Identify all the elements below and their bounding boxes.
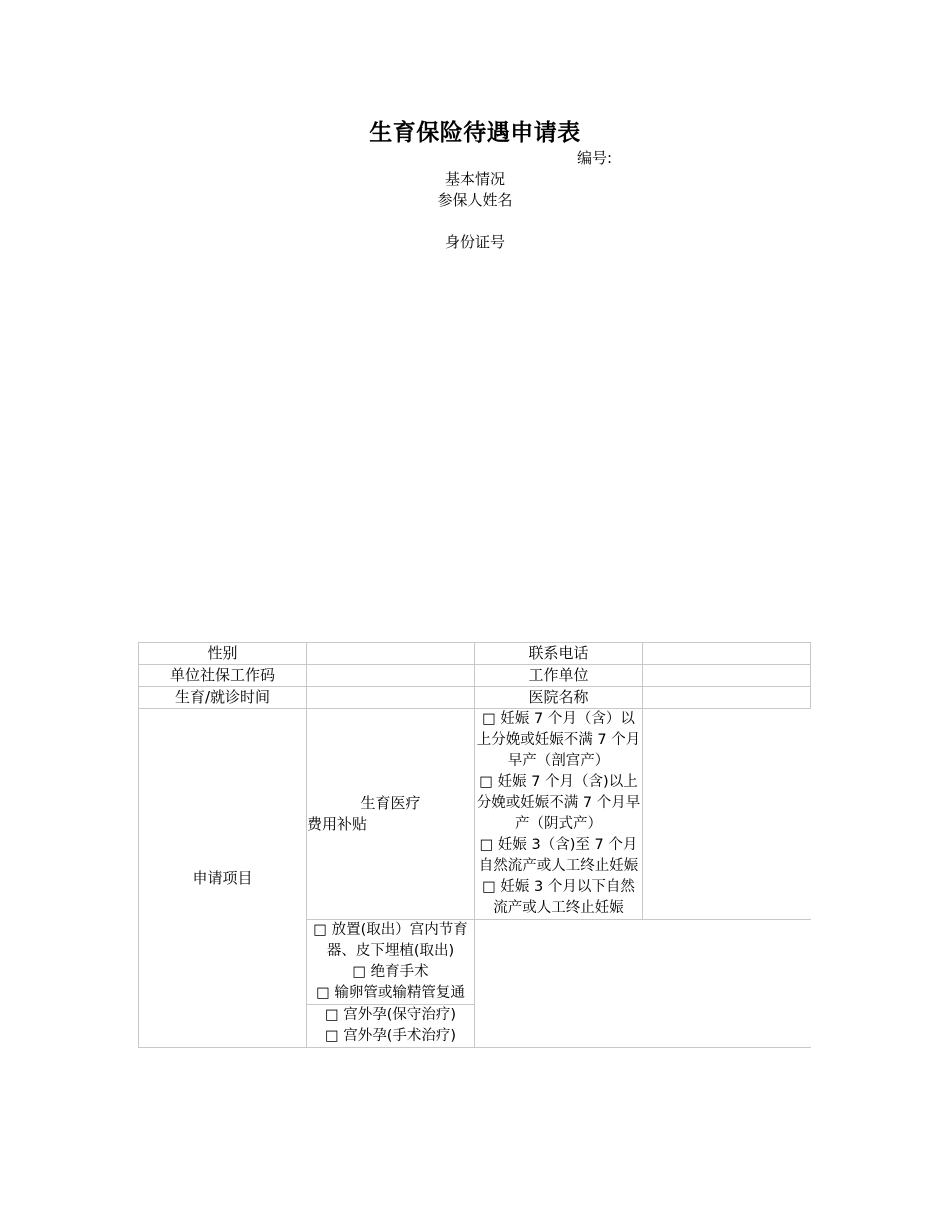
table-row <box>139 687 811 709</box>
hospital-field[interactable] <box>643 687 811 709</box>
number-label: 编号: <box>577 149 613 167</box>
ectopic-option-checkbox[interactable]: □ 宫外孕(手术治疗) <box>324 1028 457 1044</box>
phone-field[interactable] <box>643 643 811 665</box>
empty-cell <box>475 1005 811 1048</box>
table-row <box>139 665 811 687</box>
id-number-label: 身份证号 <box>444 233 505 251</box>
pregnancy-option-checkbox[interactable]: □ 妊娠 3（含)至 7 个月自然流产或人工终止妊娠 <box>478 837 639 874</box>
procedure-options <box>307 920 475 1005</box>
pregnancy-option-checkbox[interactable]: □ 妊娠 7 个月（含）以上分娩或妊娠不满 7 个月早产（剖宫产） <box>476 711 641 769</box>
hospital-label: 医院名称 <box>475 687 643 709</box>
table-row <box>139 709 811 920</box>
procedure-option-checkbox[interactable]: □ 放置(取出）宫内节育器、皮下埋植(取出) <box>313 922 468 959</box>
visit-time-label: 生育/就诊时间 <box>139 687 307 709</box>
empty-cell <box>643 709 811 920</box>
ectopic-option-checkbox[interactable]: □ 宫外孕(保守治疗) <box>324 1007 457 1023</box>
pregnancy-option-checkbox[interactable]: □ 妊娠 7 个月（含)以上分娩或妊娠不满 7 个月早产（阴式产） <box>476 774 641 832</box>
empty-cell <box>475 920 811 1005</box>
procedure-option-checkbox[interactable]: □ 绝育手术 <box>352 964 429 980</box>
insured-name-label: 参保人姓名 <box>437 191 513 209</box>
gender-field[interactable] <box>307 643 475 665</box>
application-table <box>138 642 811 1048</box>
apply-item-label: 申请项目 <box>139 709 307 1048</box>
gender-label: 性别 <box>139 643 307 665</box>
work-unit-label: 工作单位 <box>475 665 643 687</box>
procedure-option-checkbox[interactable]: □ 输卵管或输精管复通 <box>316 985 465 1001</box>
medical-subsidy-line2: 费用补贴 <box>307 815 368 833</box>
section-basic-heading: 基本情况 <box>444 170 505 188</box>
pregnancy-options <box>475 709 643 920</box>
phone-label: 联系电话 <box>475 643 643 665</box>
medical-subsidy-label <box>307 709 475 920</box>
unit-code-field[interactable] <box>307 665 475 687</box>
table-row <box>139 643 811 665</box>
medical-subsidy-line1: 生育医疗 <box>360 794 421 812</box>
pregnancy-option-checkbox[interactable]: □ 妊娠 3 个月以下自然流产或人工终止妊娠 <box>482 879 635 916</box>
visit-time-field[interactable] <box>307 687 475 709</box>
ectopic-options <box>307 1005 475 1048</box>
form-title: 生育保险待遇申请表 <box>369 120 581 146</box>
unit-code-label: 单位社保工作码 <box>139 665 307 687</box>
work-unit-field[interactable] <box>643 665 811 687</box>
